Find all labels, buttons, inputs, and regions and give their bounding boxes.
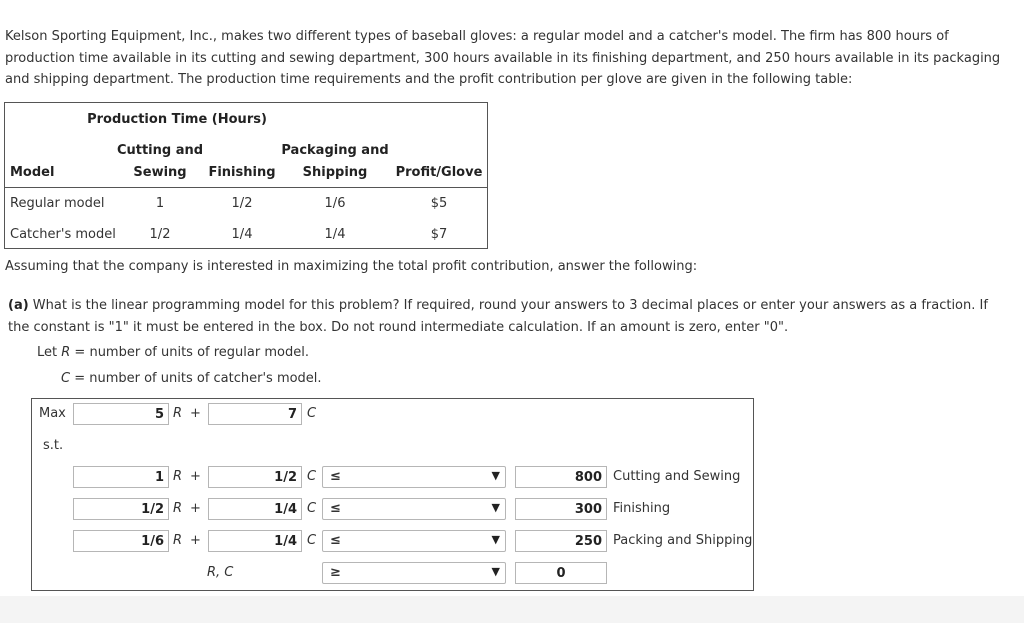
question-a	[8, 295, 1008, 339]
constraint3-sign-value: ≤	[330, 533, 341, 548]
constraint2-name: Finishing	[613, 501, 671, 516]
constraint2-r-coef-input[interactable]	[73, 498, 169, 520]
col-header-finishing: Finishing	[208, 165, 276, 180]
constraint2-var-r: R	[173, 501, 183, 516]
row-catcher-cutting: 1/2	[149, 227, 171, 242]
constraint2-var-c: C	[307, 501, 317, 516]
constraint3-var-r: R	[173, 533, 183, 548]
constraint1-sign-value: ≤	[330, 469, 341, 484]
row-catcher-packaging: 1/4	[324, 227, 346, 242]
constraint1-var-c: C	[307, 469, 317, 484]
constraint1-r-coef-input[interactable]	[73, 466, 169, 488]
row-regular-cutting: 1	[155, 196, 165, 211]
def-r-text: = number of units of regular model.	[70, 345, 309, 360]
objective-var-r: R	[173, 406, 183, 421]
row-catcher-finishing: 1/4	[231, 227, 253, 242]
definition-r	[37, 345, 309, 360]
constraint2-sign-select[interactable]	[322, 498, 506, 520]
assumption-text: Assuming that the company is interested in maximizing the total profit contribution, answer the following:	[5, 259, 698, 274]
objective-r-coef-input[interactable]	[73, 403, 169, 425]
row-regular-model: Regular model	[10, 196, 105, 211]
constraint1-c-coef-input[interactable]	[208, 466, 302, 488]
constraint2-rhs-input[interactable]	[515, 498, 607, 520]
def-var-c: C	[61, 371, 71, 386]
constraint3-plus: +	[190, 533, 201, 548]
question-text: What is the linear programming model for this problem? If required, round your answers to 3 decimal places or enter your answers as a fraction. If the constant is "1" it must be entered in the box. Do not round intermediate calculation. If an amount is zero, enter "0".	[8, 298, 988, 335]
constraint3-name: Packing and Shipping	[613, 533, 753, 548]
constraint2-c-coef-input[interactable]	[208, 498, 302, 520]
def-var-r: R	[61, 345, 71, 360]
constraint3-c-coef-input[interactable]	[208, 530, 302, 552]
objective-c-coef-input[interactable]	[208, 403, 302, 425]
st-label: s.t.	[43, 438, 64, 453]
col-header-packaging-line2: Shipping	[302, 165, 368, 180]
lp-model-panel	[31, 398, 754, 591]
question-label: (a)	[8, 298, 29, 313]
col-header-profit: Profit/Glove	[395, 165, 483, 180]
constraint2-sign-value: ≤	[330, 501, 341, 516]
constraint3-rhs-input[interactable]	[515, 530, 607, 552]
max-label: Max	[39, 406, 66, 421]
row-regular-finishing: 1/2	[231, 196, 253, 211]
table-group-header: Production Time (Hours)	[87, 112, 267, 127]
definition-c	[61, 371, 322, 386]
constraint3-var-c: C	[307, 533, 317, 548]
objective-plus: +	[190, 406, 201, 421]
table-header-divider	[5, 187, 487, 188]
nonneg-vars: R, C	[207, 565, 234, 580]
constraint1-plus: +	[190, 469, 201, 484]
col-header-cutting-line2: Sewing	[133, 165, 187, 180]
row-catcher-model: Catcher's model	[10, 227, 116, 242]
row-regular-packaging: 1/6	[324, 196, 346, 211]
row-catcher-profit: $7	[430, 227, 448, 242]
constraint1-var-r: R	[173, 469, 183, 484]
col-header-model: Model	[10, 165, 55, 180]
chevron-down-icon: ▼	[491, 501, 500, 514]
col-header-cutting-line1: Cutting and	[116, 143, 204, 158]
chevron-down-icon: ▼	[491, 565, 500, 578]
nonneg-rhs-input[interactable]	[515, 562, 607, 584]
let-label: Let	[37, 345, 58, 360]
nonneg-sign-select[interactable]	[322, 562, 506, 584]
chevron-down-icon: ▼	[491, 533, 500, 546]
constraint2-plus: +	[190, 501, 201, 516]
chevron-down-icon: ▼	[491, 469, 500, 482]
constraint3-sign-select[interactable]	[322, 530, 506, 552]
constraint1-sign-select[interactable]	[322, 466, 506, 488]
constraint3-r-coef-input[interactable]	[73, 530, 169, 552]
nonneg-sign-value: ≥	[330, 565, 341, 580]
constraint1-rhs-input[interactable]	[515, 466, 607, 488]
objective-var-c: C	[307, 406, 317, 421]
constraint1-name: Cutting and Sewing	[613, 469, 741, 484]
production-table	[4, 102, 488, 249]
row-regular-profit: $5	[430, 196, 448, 211]
problem-intro: Kelson Sporting Equipment, Inc., makes two different types of baseball gloves: a regular model and a catcher's model. The firm has 800 hours of production time available in its cutting and sewing department, 300 hours available in its finishing department, and 250 hours available in its packaging and shipping department. The production time requirements and the profit contribution per glove are given in the following table:	[5, 29, 1001, 87]
page-footer-band	[0, 596, 1024, 623]
def-c-text: = number of units of catcher's model.	[70, 371, 322, 386]
col-header-packaging-line1: Packaging and	[281, 143, 389, 158]
